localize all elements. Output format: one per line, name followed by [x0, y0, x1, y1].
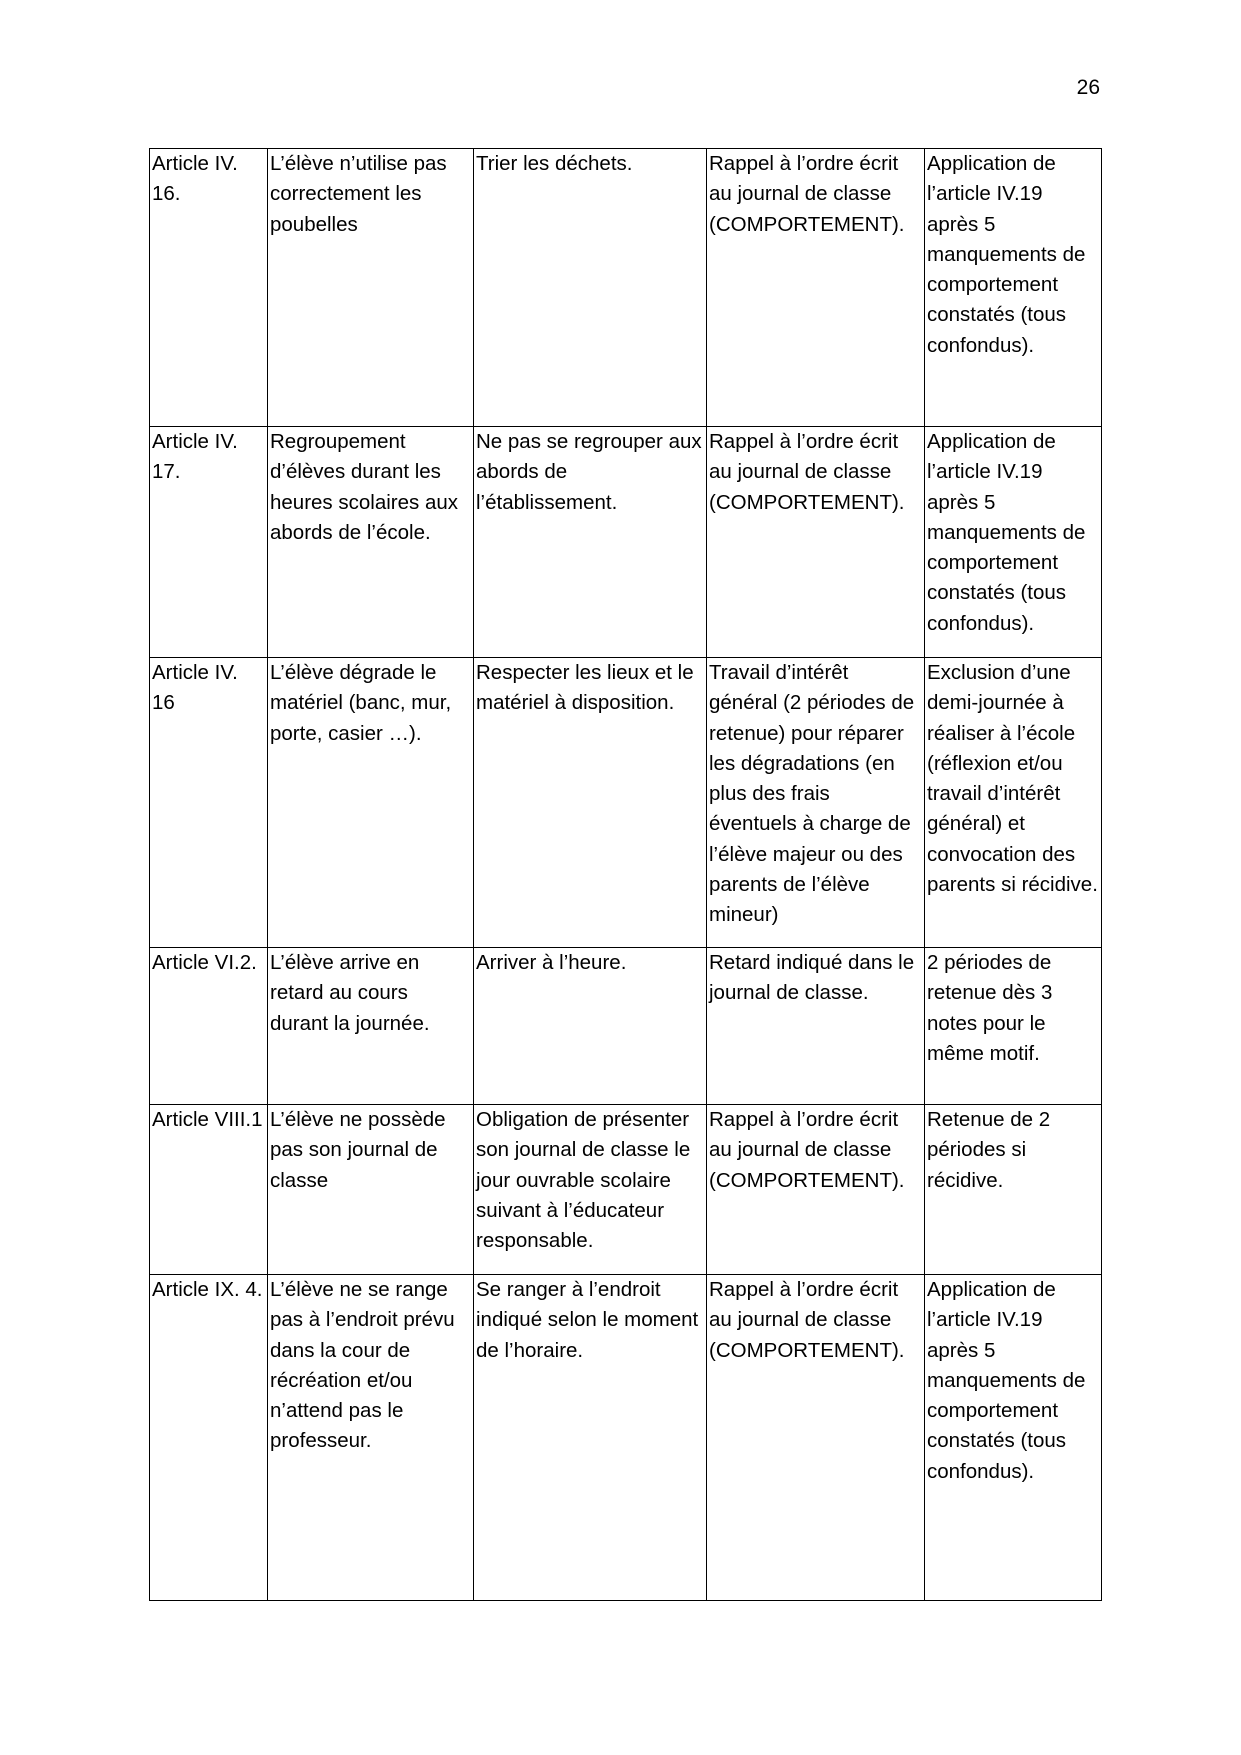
recidive-cell: 2 périodes de retenue dès 3 notes pour le même motif. — [925, 948, 1102, 1105]
obligation-cell: Ne pas se regrouper aux abords de l’établissement. — [474, 427, 707, 658]
table-row — [150, 149, 1102, 427]
obligation-cell: Arriver à l’heure. — [474, 948, 707, 1105]
recidive-cell: Application de l’article IV.19 après 5 manquements de comportement constatés (tous confondus). — [925, 427, 1102, 658]
table-row — [150, 427, 1102, 658]
table-row — [150, 1275, 1102, 1601]
infraction-cell: L’élève ne possède pas son journal de classe — [268, 1105, 474, 1275]
sanctions-table — [149, 148, 1102, 1601]
sanction-cell: Rappel à l’ordre écrit au journal de classe (COMPORTEMENT). — [707, 427, 925, 658]
obligation-cell: Trier les déchets. — [474, 149, 707, 427]
article-cell: Article VIII.1 — [150, 1105, 268, 1275]
infraction-cell: L’élève n’utilise pas correctement les poubelles — [268, 149, 474, 427]
sanction-cell: Retard indiqué dans le journal de classe. — [707, 948, 925, 1105]
table-row — [150, 1105, 1102, 1275]
article-cell: Article IV. 17. — [150, 427, 268, 658]
sanction-cell: Rappel à l’ordre écrit au journal de classe (COMPORTEMENT). — [707, 149, 925, 427]
recidive-cell: Application de l’article IV.19 après 5 manquements de comportement constatés (tous confondus). — [925, 149, 1102, 427]
article-cell: Article IV. 16 — [150, 658, 268, 948]
recidive-cell: Retenue de 2 périodes si récidive. — [925, 1105, 1102, 1275]
obligation-cell: Respecter les lieux et le matériel à disposition. — [474, 658, 707, 948]
recidive-cell: Exclusion d’une demi-journée à réaliser à l’école (réflexion et/ou travail d’intérêt général) et convocation des parents si récidive. — [925, 658, 1102, 948]
infraction-cell: L’élève dégrade le matériel (banc, mur, porte, casier …). — [268, 658, 474, 948]
article-cell: Article IX. 4. — [150, 1275, 268, 1601]
page-number: 26 — [1076, 76, 1100, 99]
recidive-cell: Application de l’article IV.19 après 5 manquements de comportement constatés (tous confondus). — [925, 1275, 1102, 1601]
sanction-cell: Rappel à l’ordre écrit au journal de classe (COMPORTEMENT). — [707, 1105, 925, 1275]
sanction-cell: Travail d’intérêt général (2 périodes de retenue) pour réparer les dégradations (en plus des frais éventuels à charge de l’élève majeur ou des parents de l’élève mineur) — [707, 658, 925, 948]
table-row — [150, 658, 1102, 948]
infraction-cell: Regroupement d’élèves durant les heures scolaires aux abords de l’école. — [268, 427, 474, 658]
table-row — [150, 948, 1102, 1105]
infraction-cell: L’élève ne se range pas à l’endroit prévu dans la cour de récréation et/ou n’attend pas le professeur. — [268, 1275, 474, 1601]
sanction-cell: Rappel à l’ordre écrit au journal de classe (COMPORTEMENT). — [707, 1275, 925, 1601]
article-cell: Article IV. 16. — [150, 149, 268, 427]
infraction-cell: L’élève arrive en retard au cours durant la journée. — [268, 948, 474, 1105]
obligation-cell: Se ranger à l’endroit indiqué selon le moment de l’horaire. — [474, 1275, 707, 1601]
article-cell: Article VI.2. — [150, 948, 268, 1105]
obligation-cell: Obligation de présenter son journal de classe le jour ouvrable scolaire suivant à l’éducateur responsable. — [474, 1105, 707, 1275]
